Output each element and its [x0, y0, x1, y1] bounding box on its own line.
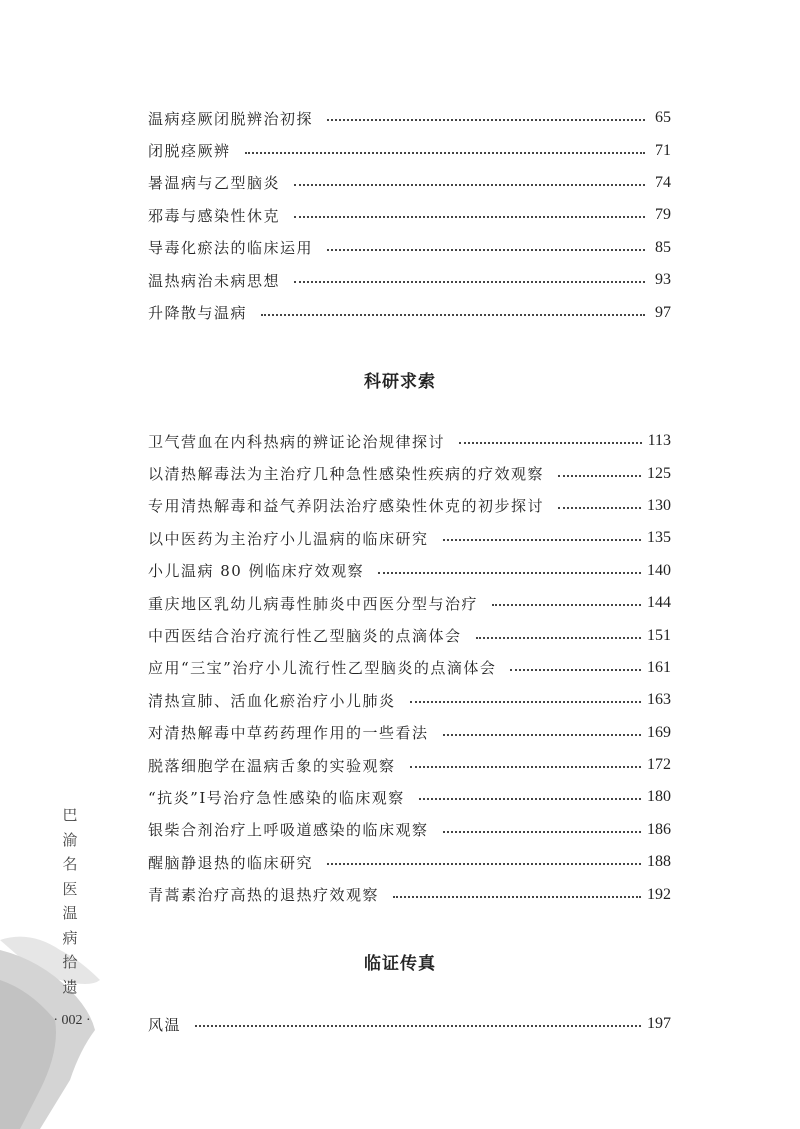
dot-leader	[410, 701, 641, 703]
toc-entry[interactable]	[148, 167, 671, 199]
entry-title: 中西医结合治疗流行性乙型脑炎的点滴体会	[148, 627, 462, 646]
toc-entry[interactable]	[148, 232, 671, 264]
entry-title: 醒脑静退热的临床研究	[148, 853, 314, 872]
book-title-char: 遗	[62, 977, 78, 996]
entry-page: 130	[647, 496, 671, 514]
toc-entry[interactable]	[148, 490, 671, 522]
entry-title: 暑温病与乙型脑炎	[148, 174, 281, 193]
toc-entry[interactable]	[148, 134, 671, 166]
entry-title: 风温	[148, 1015, 182, 1034]
dot-leader	[558, 475, 641, 477]
book-title-char: 渝	[62, 830, 78, 849]
entry-page: 180	[647, 788, 671, 806]
dot-leader	[443, 539, 641, 541]
dot-leader	[459, 442, 642, 444]
entry-page: 172	[647, 756, 671, 774]
toc-entry[interactable]	[148, 814, 671, 846]
dot-leader	[443, 734, 641, 736]
entry-title: 脱落细胞学在温病舌象的实验观察	[148, 756, 396, 775]
dot-leader	[327, 863, 641, 865]
dot-leader	[294, 216, 645, 218]
toc-entry[interactable]	[148, 878, 671, 910]
book-title-char: 巴	[62, 806, 78, 824]
dot-leader	[492, 604, 641, 606]
entry-page: 186	[647, 820, 671, 838]
toc-entry[interactable]	[148, 555, 671, 587]
entry-page: 93	[655, 271, 671, 289]
toc-entry[interactable]	[148, 781, 671, 813]
dot-leader	[327, 119, 645, 121]
entry-title: 以中医药为主治疗小儿温病的临床研究	[148, 529, 429, 548]
mountain-decoration	[0, 880, 200, 1129]
toc-entry[interactable]	[148, 102, 671, 134]
dot-leader	[393, 896, 641, 898]
entry-title: 温病痉厥闭脱辨治初探	[148, 109, 314, 128]
toc-section-3	[148, 1008, 671, 1040]
toc-entry[interactable]	[148, 457, 671, 489]
dot-leader	[327, 249, 645, 251]
entry-page: 125	[647, 464, 671, 482]
entry-page: 113	[647, 432, 671, 450]
entry-title: 应用“三宝”治疗小儿流行性乙型脑炎的点滴体会	[148, 659, 497, 678]
toc-entry[interactable]	[148, 619, 671, 651]
dot-leader	[476, 637, 641, 639]
dot-leader	[294, 281, 645, 283]
dot-leader	[443, 831, 641, 833]
entry-title: “抗炎”Ⅰ号治疗急性感染的临床观察	[148, 788, 405, 807]
dot-leader	[378, 572, 641, 574]
toc-section-2	[148, 425, 671, 911]
entry-title: 重庆地区乳幼儿病毒性肺炎中西医分型与治疗	[148, 594, 479, 613]
entry-page: 192	[647, 885, 671, 903]
toc-entry[interactable]	[148, 652, 671, 684]
section-heading: 临证传真	[364, 954, 436, 974]
entry-page: 140	[647, 561, 671, 579]
dot-leader	[294, 184, 645, 186]
entry-title: 对清热解毒中草药药理作用的一些看法	[148, 724, 429, 743]
toc-entry[interactable]	[148, 296, 671, 328]
entry-page: 79	[655, 206, 671, 224]
dot-leader	[510, 669, 641, 671]
dot-leader	[245, 152, 645, 154]
page-number: · 002 ·	[53, 1013, 91, 1028]
entry-title: 以清热解毒法为主治疗几种急性感染性疾病的疗效观察	[148, 465, 545, 484]
dot-leader	[261, 314, 645, 316]
entry-page: 169	[647, 723, 671, 741]
dot-leader	[410, 766, 641, 768]
toc-entry[interactable]	[148, 749, 671, 781]
entry-title: 银柴合剂治疗上呼吸道感染的临床观察	[148, 821, 429, 840]
book-title-vertical	[58, 803, 82, 999]
entry-title: 邪毒与感染性休克	[148, 206, 281, 225]
book-title-char: 温	[62, 904, 78, 922]
entry-page: 71	[655, 141, 671, 159]
entry-title: 青蒿素治疗高热的退热疗效观察	[148, 886, 380, 905]
toc-entry[interactable]	[148, 684, 671, 716]
entry-page: 197	[647, 1015, 671, 1033]
entry-title: 温热病治未病思想	[148, 271, 281, 290]
toc-entry[interactable]	[148, 1008, 671, 1040]
entry-page: 74	[655, 173, 671, 191]
toc-entry[interactable]	[148, 264, 671, 296]
section-heading: 科研求索	[364, 372, 436, 392]
toc-entry[interactable]	[148, 587, 671, 619]
entry-page: 65	[655, 109, 671, 127]
toc-entry[interactable]	[148, 199, 671, 231]
entry-page: 188	[647, 853, 671, 871]
book-title-char: 医	[62, 879, 78, 898]
entry-page: 135	[647, 529, 671, 547]
toc-section-1	[148, 102, 671, 329]
entry-page: 151	[647, 626, 671, 644]
entry-page: 161	[647, 658, 671, 676]
dot-leader	[558, 507, 641, 509]
toc-entry[interactable]	[148, 846, 671, 878]
entry-page: 97	[655, 303, 671, 321]
toc-entry[interactable]	[148, 717, 671, 749]
entry-page: 144	[647, 594, 671, 612]
book-title-char: 病	[62, 928, 78, 947]
book-title-char: 名	[62, 855, 78, 873]
toc-entry[interactable]	[148, 522, 671, 554]
entry-title: 闭脱痉厥辨	[148, 142, 231, 161]
entry-title: 小儿温病 80 例临床疗效观察	[148, 562, 365, 581]
entry-page: 85	[655, 238, 671, 256]
book-title-char: 拾	[62, 953, 78, 971]
entry-title: 升降散与温病	[148, 304, 248, 323]
dot-leader	[195, 1025, 641, 1027]
dot-leader	[419, 798, 641, 800]
entry-page: 163	[647, 691, 671, 709]
entry-title: 卫气营血在内科热病的辨证论治规律探讨	[148, 432, 446, 451]
entry-title: 清热宣肺、活血化瘀治疗小儿肺炎	[148, 691, 396, 710]
toc-entry[interactable]	[148, 425, 671, 457]
entry-title: 导毒化瘀法的临床运用	[148, 239, 314, 258]
entry-title: 专用清热解毒和益气养阴法治疗感染性休克的初步探讨	[148, 497, 545, 516]
